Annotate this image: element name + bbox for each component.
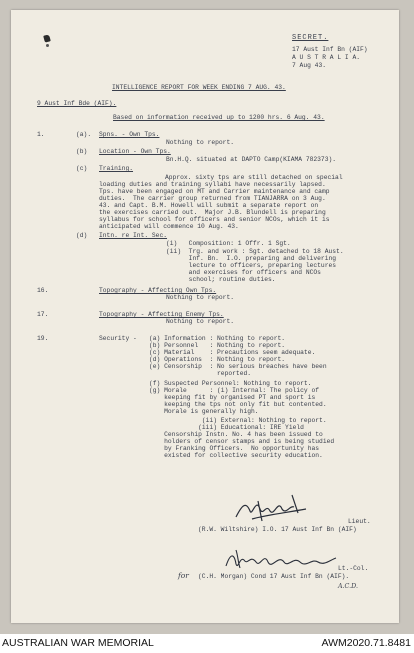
signatory-line: (C.H. Morgan) Cond 17 Aust Inf Bn (AIF).: [198, 573, 350, 580]
list-item: (i) Composition: 1 Offr. 1 Sgt.: [166, 240, 291, 247]
security-line: keeping the tps not only fit but contented.: [149, 401, 327, 408]
report-title: INTELLIGENCE REPORT FOR WEEK ENDING 7 AUG. 43.: [112, 84, 286, 91]
paragraph-line: 43. and Capt. B.M. Howell will submit a separate report on: [99, 202, 319, 209]
list-item: school; routine duties.: [166, 276, 276, 283]
initials-annotation: A.C.D.: [338, 583, 358, 590]
based-on-line: Based on information received up to 1200 hrs. 6 Aug. 43.: [113, 114, 325, 121]
item-label: (c): [76, 165, 88, 172]
unit-label: 17 Aust Inf Bn (AIF): [292, 46, 368, 53]
security-line: (e) Censorship : No serious breaches have been: [149, 363, 327, 370]
item-heading: Topography - Affecting Enemy Tps.: [99, 311, 224, 318]
security-line: holders of censor stamps and is being studied: [149, 438, 335, 445]
paragraph-line: Approx. sixty tps are still detached on special: [165, 174, 343, 181]
country-label: A U S T R A L I A.: [292, 54, 361, 61]
security-line: (a) Information : Nothing to report.: [149, 335, 286, 342]
item-heading: Topography - Affecting Own Tps.: [99, 287, 217, 294]
paragraph-line: the exercises carried out. Major J.B. Blundell is preparing: [99, 209, 326, 216]
signatory-rank: Lieut.: [348, 518, 371, 525]
list-item: Inf. Bn. I.O. preparing and delivering: [166, 255, 337, 262]
pin-hole-icon: [46, 44, 49, 47]
item-text: Nothing to report.: [166, 139, 235, 146]
archive-footer: [0, 634, 414, 653]
item-label: (a).: [76, 131, 92, 138]
item-text: Bn.H.Q. situated at DAPTO Camp(KIAMA 782373).: [166, 156, 337, 163]
item-label: (b): [76, 148, 88, 155]
classification-label: SECRET.: [292, 34, 329, 42]
paragraph-line: syllabus for school for officers and senior NCOs, which it is: [99, 216, 330, 223]
list-item: and exercises for officers and NCOs: [166, 269, 321, 276]
item-heading: Location - Own Tps.: [99, 148, 171, 155]
security-line: (g) Morale : (i) Internal: The policy of: [149, 387, 320, 394]
security-line: (ii) External: Nothing to report.: [149, 417, 327, 424]
footer-accession: AWM2020.71.8481: [321, 637, 411, 649]
list-item: lecture to officers, preparing lectures: [166, 262, 337, 269]
security-line: (b) Personnel : Nothing to report.: [149, 342, 286, 349]
signatory-line: (R.W. Wiltshire) I.O. 17 Aust Inf Bn (AIF): [198, 526, 357, 533]
list-item: (ii) Trg. and work : Sgt. detached to 18 Aust.: [166, 248, 344, 255]
security-line: existed for collective security education.: [149, 452, 323, 459]
item-heading: Spns. - Own Tps.: [99, 131, 160, 138]
addressee: 9 Aust Inf Bde (AIF).: [37, 100, 117, 107]
security-line: by Franking Officers. No opportunity has: [149, 445, 320, 452]
security-line: (iii) Educational: IRE Yield: [149, 424, 304, 431]
security-line: reported.: [149, 370, 252, 377]
date-label: 7 Aug 43.: [292, 62, 327, 69]
security-line: keeping fit by organised PT and sport is: [149, 394, 316, 401]
item-heading: Intn. re Int. Sec.: [99, 232, 168, 239]
security-line: Censorship Instn. No. 4 has been issued to: [149, 431, 323, 438]
for-annotation: for: [178, 571, 189, 580]
signature-morgan: [222, 544, 340, 574]
section-number: 17.: [37, 311, 49, 318]
security-line: (d) Operations : Nothing to report.: [149, 356, 286, 363]
security-line: (c) Material : Precautions seem adequate.: [149, 349, 316, 356]
paragraph-line: Tps. have been engaged on MT and Carrier maintenance and camp: [99, 188, 330, 195]
section-number: 19.: [37, 335, 49, 342]
item-text: Nothing to report.: [166, 294, 235, 301]
section-number: 1.: [37, 131, 45, 138]
security-line: (f) Suspected Personnel: Nothing to report.: [149, 380, 312, 387]
paragraph-line: loading duties and training syllabi have necessarily lapsed.: [99, 181, 326, 188]
footer-source: AUSTRALIAN WAR MEMORIAL: [2, 637, 154, 649]
item-heading: Training.: [99, 165, 134, 172]
section-number: 16.: [37, 287, 49, 294]
signatory-rank: Lt.-Col.: [338, 565, 369, 572]
signature-wiltshire: [232, 487, 312, 527]
paragraph-line: anticipated will commence 10 Aug. 43.: [99, 223, 239, 230]
security-line: Morale is generally high.: [149, 408, 259, 415]
security-label: Security -: [99, 335, 137, 342]
item-label: (d): [76, 232, 88, 239]
item-text: Nothing to report.: [166, 318, 235, 325]
paragraph-line: duties. The carrier group returned from TIANJARRA on 3 Aug.: [99, 195, 326, 202]
